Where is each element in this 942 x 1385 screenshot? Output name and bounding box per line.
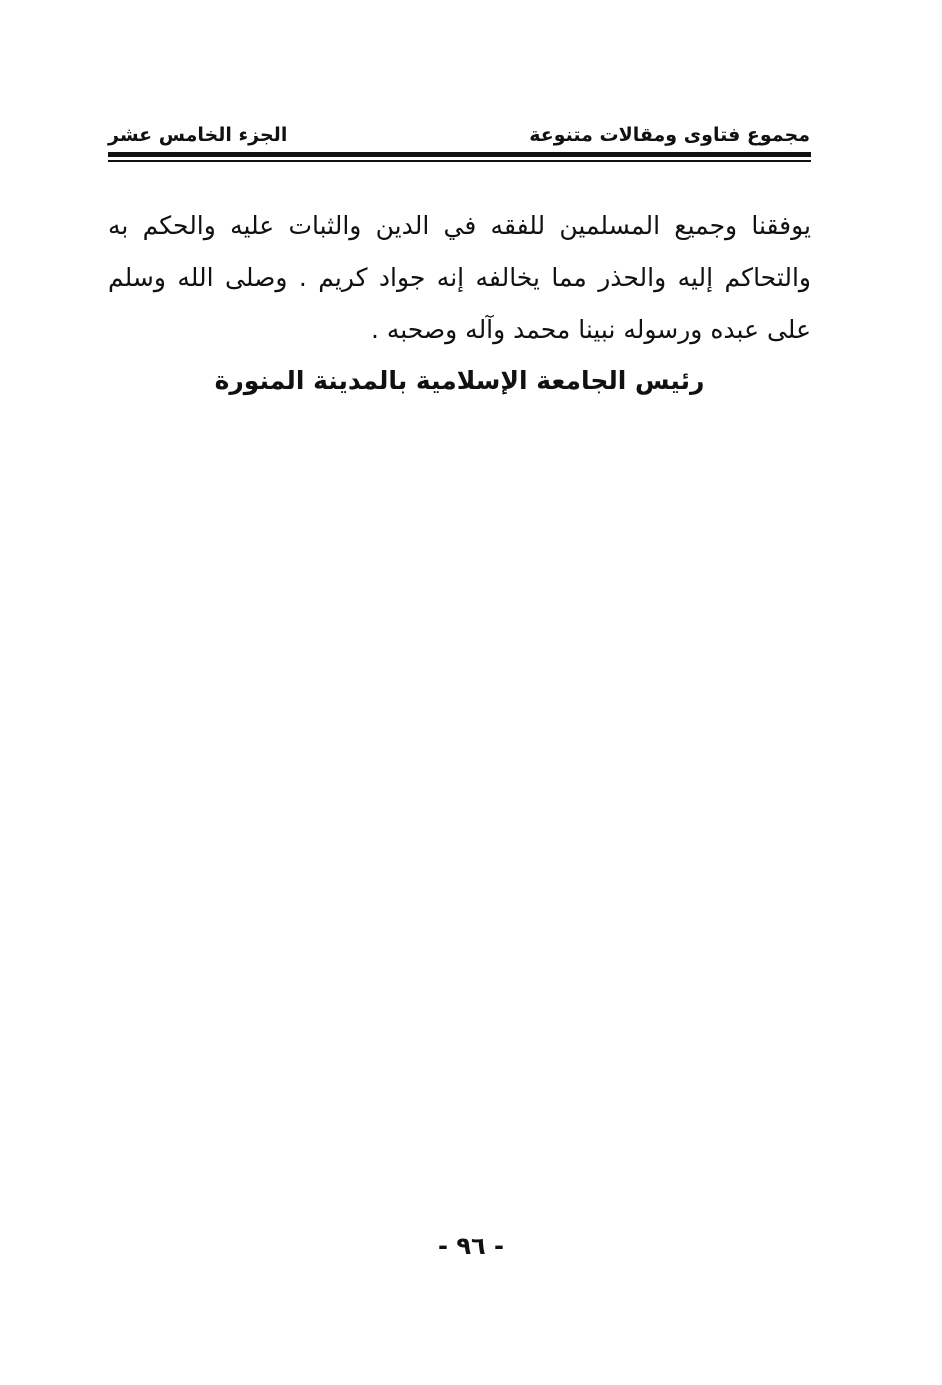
running-header (108, 112, 810, 146)
page-number: - ٩٦ - (438, 1232, 504, 1260)
header-rule-thin (108, 160, 811, 162)
signature-line: رئيس الجامعة الإسلامية بالمدينة المنورة (214, 366, 705, 395)
volume-label: الجزء الخامس عشر (108, 124, 288, 146)
header-rule-thick (108, 152, 811, 157)
body-paragraph: يوفقنا وجميع المسلمين للفقه في الدين والثبات عليه والحكم به والتحاكم إليه والحذر مما يخالفه إنه جواد كريم . وصلى الله وسلم على عبده ورسوله نبينا محمد وآله وصحبه . (108, 211, 811, 344)
book-title: مجموع فتاوى ومقالات متنوعة (529, 124, 810, 146)
